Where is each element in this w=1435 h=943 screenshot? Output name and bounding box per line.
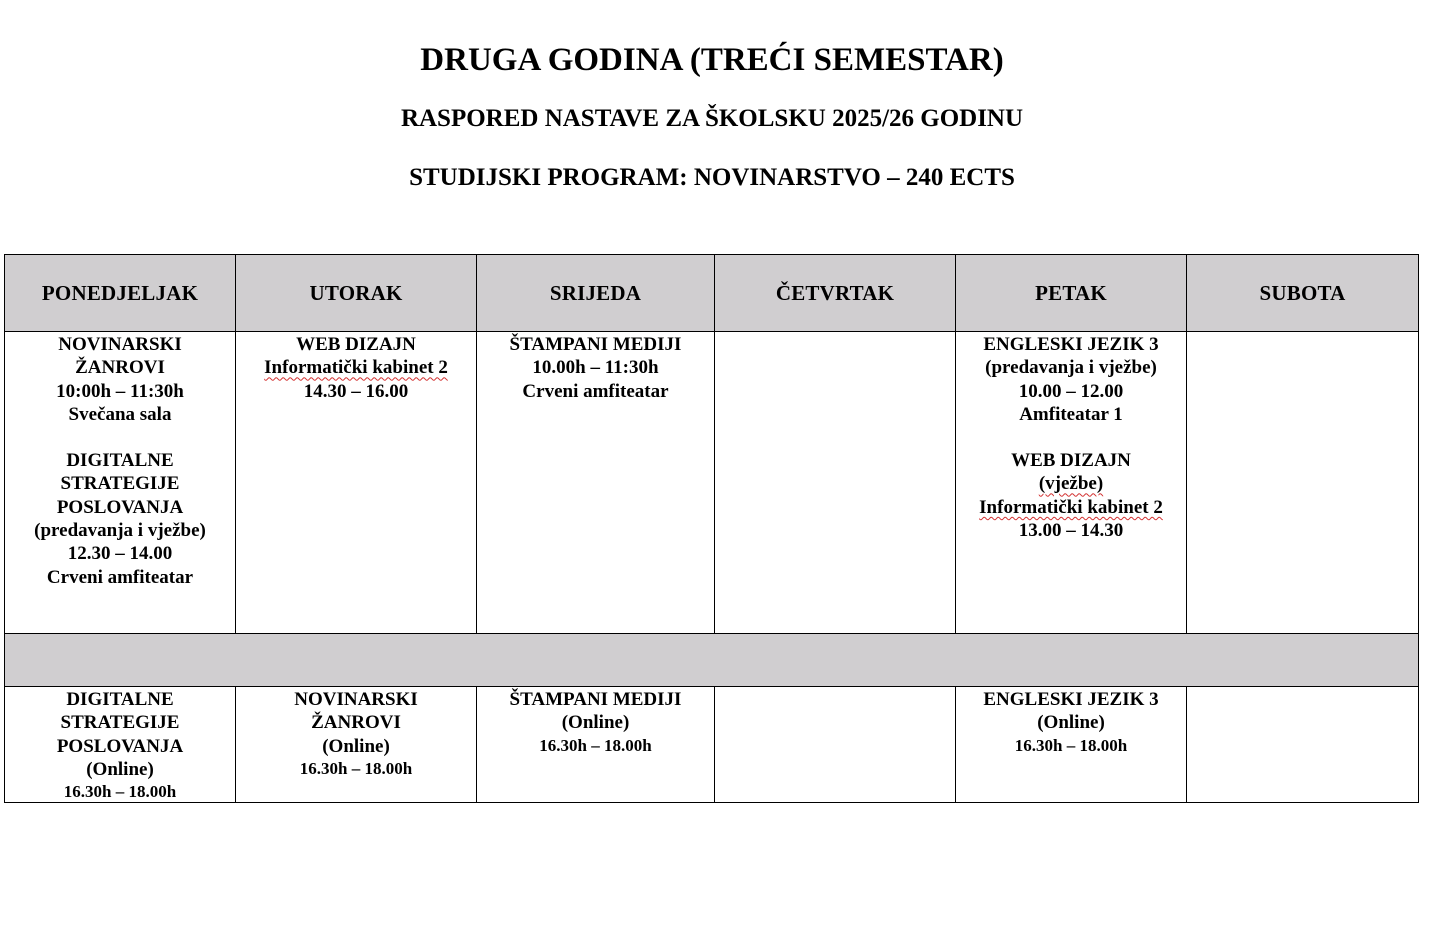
course-mode: (Online)	[1037, 712, 1105, 734]
course-web-dizajn-vjezbe	[956, 449, 1186, 542]
course-time: 13.00 – 14.30	[1018, 520, 1124, 542]
timetable	[4, 254, 1419, 803]
spellcheck-room: Informatički kabinet 2	[264, 357, 448, 379]
course-mode: (Online)	[561, 712, 630, 734]
day-header-row	[5, 255, 1419, 332]
course-room: Amfiteatar 1	[1019, 403, 1123, 425]
course-engleski-jezik	[956, 333, 1186, 426]
separator-row	[5, 634, 1419, 687]
course-room: Crveni amfiteatar	[46, 566, 194, 588]
course-web-dizajn	[236, 333, 476, 403]
day-header-wednesday: SRIJEDA	[477, 255, 715, 332]
course-name-line: ENGLESKI JEZIK 3	[983, 689, 1159, 710]
document-title: DRUGA GODINA (TREĆI SEMESTAR)	[420, 42, 1004, 78]
course-name-line: STRATEGIJE	[60, 712, 180, 734]
course-room	[236, 356, 476, 379]
course-mode: (Online)	[322, 735, 390, 757]
course-name-line: ENGLESKI JEZIK 3	[983, 334, 1159, 355]
course-time: 10.00h – 11:30h	[532, 357, 659, 379]
course-name-line: STRATEGIJE	[60, 473, 180, 495]
course-mode: (Online)	[86, 758, 154, 780]
course-room: Crveni amfiteatar	[522, 380, 669, 402]
course-name-line: WEB DIZAJN	[1011, 450, 1131, 472]
day-header-tuesday: UTORAK	[236, 255, 477, 332]
course-name-line: POSLOVANJA	[56, 496, 184, 518]
cell-monday-online	[5, 687, 236, 803]
course-name-line: DIGITALNE	[66, 450, 174, 472]
cell-wednesday-online	[477, 687, 715, 803]
course-time: 10.00 – 12.00	[1018, 380, 1124, 402]
cell-friday-online	[956, 687, 1187, 803]
cell-thursday-main	[715, 332, 956, 634]
course-name-line: ŽANROVI	[75, 357, 165, 379]
course-name-line: ŠTAMPANI MEDIJI	[509, 689, 682, 710]
course-time: 16.30h – 18.00h	[63, 782, 177, 802]
day-header-friday: PETAK	[956, 255, 1187, 332]
course-name-line: NOVINARSKI	[58, 334, 182, 355]
separator-cell	[5, 634, 1419, 687]
schedule-heading: RASPORED NASTAVE ZA ŠKOLSKU 2025/26 GODINU	[400, 105, 1024, 132]
course-time: 16.30h – 18.00h	[539, 735, 652, 755]
cell-monday-main	[5, 332, 236, 634]
course-type: (predavanja i vježbe)	[34, 520, 206, 542]
course-type: (predavanja i vježbe)	[985, 357, 1157, 379]
day-header-thursday: ČETVRTAK	[715, 255, 956, 332]
course-digitalne-strategije	[5, 449, 235, 589]
course-novinarski-zanrovi	[5, 333, 235, 426]
cell-saturday-main	[1187, 332, 1419, 634]
course-name-line: ŠTAMPANI MEDIJI	[509, 334, 682, 355]
spellcheck-type: (vježbe)	[1038, 473, 1104, 495]
course-time: 12.30 – 14.00	[67, 543, 173, 565]
course-name-line: NOVINARSKI	[294, 689, 418, 710]
course-time: 16.30h – 18.00h	[299, 758, 413, 778]
course-time: 10:00h – 11:30h	[56, 380, 184, 402]
schedule-row-online	[5, 687, 1419, 803]
cell-friday-main	[956, 332, 1187, 634]
course-time: 14.30 – 16.00	[303, 380, 409, 402]
course-type	[956, 472, 1186, 495]
cell-tuesday-main	[236, 332, 477, 634]
course-name-line: WEB DIZAJN	[296, 334, 416, 355]
course-time: 16.30h – 18.00h	[1014, 735, 1128, 755]
course-stampani-mediji	[477, 333, 714, 403]
day-header-monday: PONEDJELJAK	[5, 255, 236, 332]
course-room: Svečana sala	[68, 403, 172, 425]
cell-saturday-online	[1187, 687, 1419, 803]
cell-wednesday-main	[477, 332, 715, 634]
cell-tuesday-online	[236, 687, 477, 803]
course-name-line: ŽANROVI	[311, 712, 401, 734]
course-room	[956, 496, 1186, 519]
day-header-saturday: SUBOTA	[1187, 255, 1419, 332]
schedule-row-main	[5, 332, 1419, 634]
course-name-line: DIGITALNE	[66, 689, 174, 710]
course-name-line: POSLOVANJA	[56, 735, 184, 757]
spellcheck-room: Informatički kabinet 2	[979, 496, 1163, 518]
cell-thursday-online	[715, 687, 956, 803]
program-heading: STUDIJSKI PROGRAM: NOVINARSTVO – 240 ECTS	[409, 164, 1015, 191]
